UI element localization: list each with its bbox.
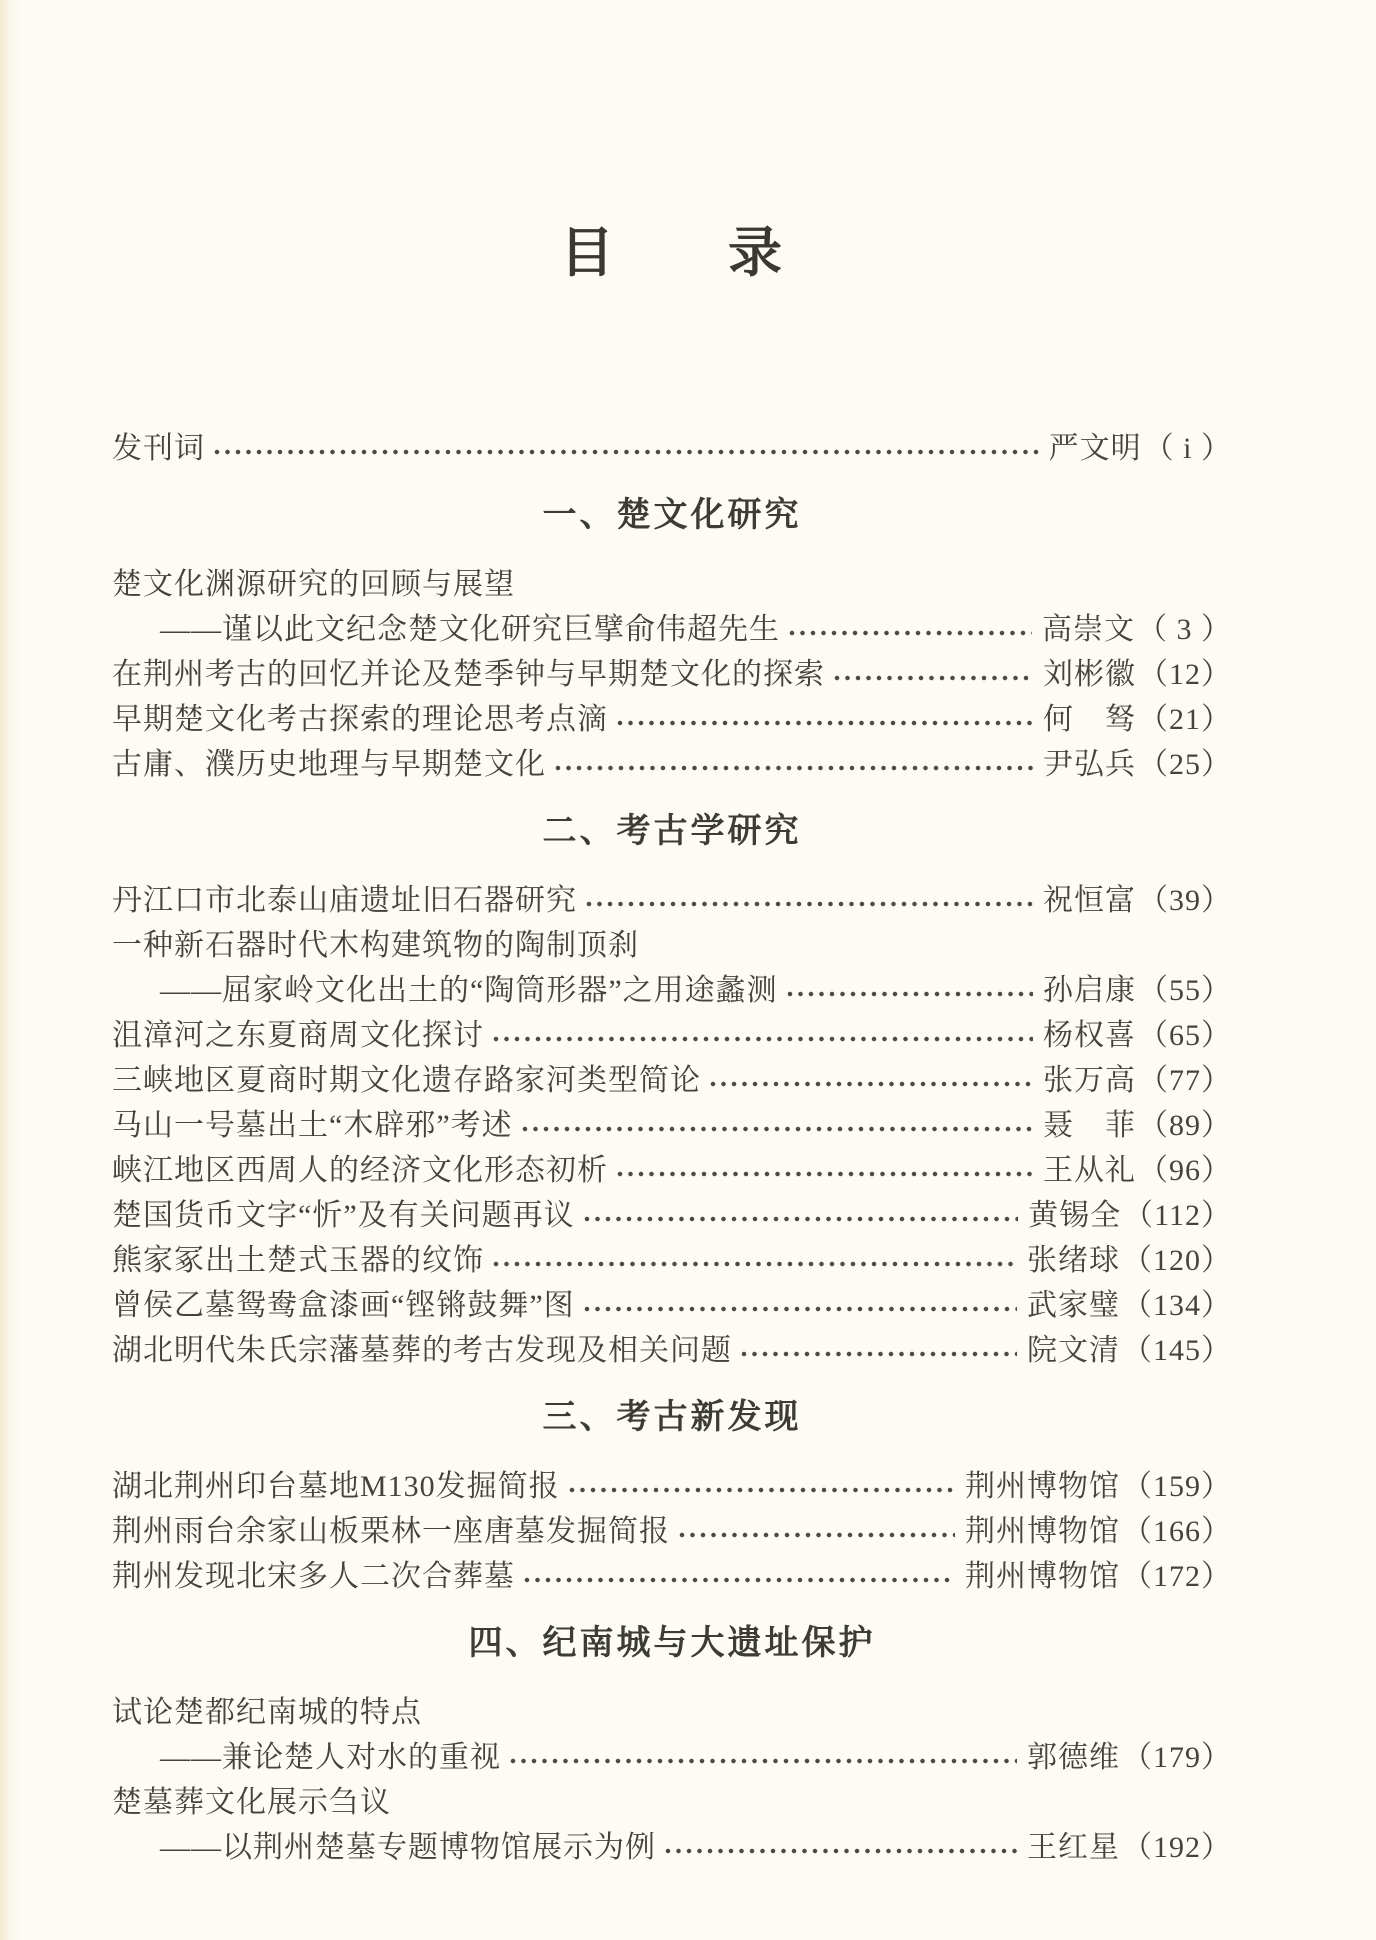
dot-leader: [788, 626, 1032, 640]
toc-entry-row: [112, 422, 1232, 467]
toc-entry-page: （77）: [1138, 1063, 1232, 1097]
toc-entry-page: （21）: [1138, 702, 1232, 736]
toc-entry-author: 荆州博物馆: [965, 1559, 1120, 1593]
toc-entry-page: （172）: [1122, 1559, 1232, 1593]
dot-leader: [833, 671, 1033, 685]
toc-entry-title: 湖北荆州印台墓地M130发掘简报: [112, 1469, 560, 1503]
toc-entry-author: 王从礼: [1043, 1153, 1136, 1187]
toc-entry-title: 发刊词: [112, 431, 205, 465]
toc-entry-row: [112, 738, 1232, 783]
toc-entry-row: [112, 1324, 1232, 1369]
dot-leader: [568, 1483, 955, 1497]
toc-entry-row: [112, 1279, 1232, 1324]
toc-entry-title: 楚国货币文字“忻”及有关问题再议: [112, 1198, 575, 1232]
dot-leader: [616, 1167, 1033, 1181]
toc-entry-author: 孙启康: [1043, 973, 1136, 1007]
toc-entry-title: 荆州发现北宋多人二次合葬墓: [112, 1559, 515, 1593]
toc-entry-author: 何 驽: [1043, 702, 1136, 736]
toc-entry-author: 王红星: [1027, 1830, 1120, 1864]
dot-leader: [583, 1212, 1018, 1226]
toc-entry-page: （112）: [1123, 1198, 1232, 1232]
dot-leader: [786, 987, 1033, 1001]
toc-entry-title: 楚墓葬文化展示刍议: [112, 1785, 391, 1819]
toc-entry-row: [112, 1009, 1232, 1054]
toc-entry-page: （192）: [1122, 1830, 1232, 1864]
dot-leader: [523, 1573, 955, 1587]
toc-entry-row: [112, 1144, 1232, 1189]
dot-leader: [213, 445, 1039, 459]
toc-entry-page: （145）: [1122, 1333, 1232, 1367]
toc-entry-ref: [1027, 1732, 1232, 1776]
toc-entry-page: （159）: [1122, 1469, 1232, 1503]
toc-entry-row: [112, 1550, 1232, 1595]
toc-entry-page: （96）: [1138, 1153, 1232, 1187]
toc-entry-title: 湖北明代朱氏宗藩墓葬的考古发现及相关问题: [112, 1333, 732, 1367]
toc-entry-page: （ i ）: [1143, 431, 1232, 465]
dot-leader: [509, 1754, 1017, 1768]
toc-entry-ref: [1043, 649, 1232, 693]
toc-entry-page: （12）: [1138, 657, 1232, 691]
toc-entry-author: 杨权喜: [1043, 1018, 1136, 1052]
toc-entry-ref: [1043, 1010, 1232, 1054]
toc-entry-author: 尹弘兵: [1043, 747, 1136, 781]
toc-entry-row: [112, 603, 1232, 648]
toc-entry-ref: [1028, 1190, 1232, 1234]
toc-entry-ref: [1049, 423, 1232, 467]
toc-entry-ref: [1043, 875, 1232, 919]
dot-leader: [492, 1257, 1017, 1271]
toc-entry-ref: [1027, 1325, 1232, 1369]
toc-entry-page: （134）: [1122, 1288, 1232, 1322]
toc-entry-row: [112, 1731, 1232, 1776]
toc-entry-ref: [1027, 1280, 1232, 1324]
section-heading: 四、纪南城与大遗址保护: [468, 1624, 876, 1662]
toc-entry-title: 在荆州考古的回忆并论及楚季钟与早期楚文化的探索: [112, 657, 825, 691]
toc-entry-author: 张万高: [1043, 1063, 1136, 1097]
toc-entry-page: （25）: [1138, 747, 1232, 781]
toc-entry-author: 荆州博物馆: [965, 1514, 1120, 1548]
toc-entry-ref: [1043, 739, 1232, 783]
toc-entry-page: （65）: [1138, 1018, 1232, 1052]
dot-leader: [585, 897, 1033, 911]
dot-leader: [664, 1844, 1017, 1858]
toc-entry-subtitle: ——兼论楚人对水的重视: [160, 1740, 501, 1774]
toc-entry-author: 刘彬徽: [1043, 657, 1136, 691]
toc-entry-title: 试论楚都纪南城的特点: [112, 1695, 422, 1729]
toc-entry-ref: [1027, 1235, 1232, 1279]
toc-entry-title: 丹江口市北泰山庙遗址旧石器研究: [112, 883, 577, 917]
toc-entry-author: 聂 菲: [1043, 1108, 1136, 1142]
toc-entry-title: 峡江地区西周人的经济文化形态初析: [112, 1153, 608, 1187]
page-title: 目 录: [560, 223, 784, 283]
dot-leader: [678, 1528, 955, 1542]
toc-entry-ref: [1027, 1822, 1232, 1866]
toc-entry-page: （120）: [1122, 1243, 1232, 1277]
page-left-scan-shadow: [0, 0, 22, 1940]
toc-entry-page: （166）: [1122, 1514, 1232, 1548]
toc-entry-row: [112, 1776, 1232, 1821]
toc-entry-page: （89）: [1138, 1108, 1232, 1142]
toc-entry-row: [112, 964, 1232, 1009]
toc-entry-subtitle: ——谨以此文纪念楚文化研究巨擘俞伟超先生: [160, 612, 780, 646]
toc-entry-title: 三峡地区夏商时期文化遗存路家河类型简论: [112, 1063, 701, 1097]
toc-entry-page: （39）: [1138, 883, 1232, 917]
dot-leader: [554, 761, 1033, 775]
toc-entry-row: [112, 1189, 1232, 1234]
toc-entry-page: （ 3 ）: [1137, 612, 1232, 646]
toc-entry-row: [112, 1821, 1232, 1866]
dot-leader: [616, 716, 1033, 730]
toc-entry-row: [112, 874, 1232, 919]
dot-leader: [492, 1032, 1033, 1046]
toc-entry-ref: [1043, 1145, 1232, 1189]
toc-entry-ref: [1042, 604, 1232, 648]
toc-entry-author: 黄锡全: [1028, 1198, 1122, 1232]
toc-entry-row: [112, 919, 1232, 964]
toc-entry-row: [112, 1099, 1232, 1144]
toc-entry-author: 严文明: [1048, 431, 1142, 465]
dot-leader: [583, 1302, 1017, 1316]
toc-entry-title: 荆州雨台余家山板栗林一座唐墓发掘简报: [112, 1514, 670, 1548]
toc-entry-title: 早期楚文化考古探索的理论思考点滴: [112, 702, 608, 736]
toc-entry-page: （55）: [1138, 973, 1232, 1007]
toc-entry-ref: [965, 1506, 1232, 1550]
toc-entry-subtitle: ——屈家岭文化出土的“陶筒形器”之用途蠡测: [160, 973, 778, 1007]
toc-entry-title: 沮漳河之东夏商周文化探讨: [112, 1018, 484, 1052]
toc-entry-row: [112, 693, 1232, 738]
dot-leader: [740, 1347, 1017, 1361]
toc-entry-title: 曾侯乙墓鸳鸯盒漆画“铿锵鼓舞”图: [112, 1288, 575, 1322]
toc-entry-title: 熊家冢出土楚式玉器的纹饰: [112, 1243, 484, 1277]
section-heading: 一、楚文化研究: [542, 496, 802, 534]
toc-entry-ref: [965, 1461, 1232, 1505]
toc-entry-ref: [1043, 965, 1232, 1009]
section-heading: 三、考古新发现: [542, 1398, 802, 1436]
toc-content: [112, 0, 1232, 1866]
dot-leader: [709, 1077, 1033, 1091]
toc-entry-author: 武家璧: [1027, 1288, 1120, 1322]
toc-entry-row: [112, 648, 1232, 693]
toc-entry-row: [112, 1054, 1232, 1099]
toc-entry-title: 楚文化渊源研究的回顾与展望: [112, 567, 515, 601]
toc-entry-author: 院文清: [1027, 1333, 1120, 1367]
toc-entry-author: 高崇文: [1042, 612, 1135, 646]
toc-entry-subtitle: ——以荆州楚墓专题博物馆展示为例: [160, 1830, 656, 1864]
toc-entry-author: 祝恒富: [1043, 883, 1136, 917]
toc-entry-title: 古庸、濮历史地理与早期楚文化: [112, 747, 546, 781]
toc-entry-title: 马山一号墓出土“木辟邪”考述: [112, 1108, 513, 1142]
toc-entry-author: 荆州博物馆: [965, 1469, 1120, 1503]
toc-entry-title: 一种新石器时代木构建筑物的陶制顶刹: [112, 928, 639, 962]
toc-entry-ref: [1043, 694, 1232, 738]
toc-list: [112, 422, 1232, 1866]
dot-leader: [521, 1122, 1033, 1136]
toc-entry-ref: [1043, 1100, 1232, 1144]
toc-entry-row: [112, 1686, 1232, 1731]
toc-entry-ref: [965, 1551, 1232, 1595]
toc-entry-row: [112, 1460, 1232, 1505]
toc-entry-row: [112, 1505, 1232, 1550]
toc-entry-page: （179）: [1122, 1740, 1232, 1774]
toc-entry-author: 张绪球: [1027, 1243, 1120, 1277]
section-heading: 二、考古学研究: [542, 812, 802, 850]
toc-entry-ref: [1043, 1055, 1232, 1099]
toc-entry-row: [112, 558, 1232, 603]
toc-entry-author: 郭德维: [1027, 1740, 1120, 1774]
toc-entry-row: [112, 1234, 1232, 1279]
